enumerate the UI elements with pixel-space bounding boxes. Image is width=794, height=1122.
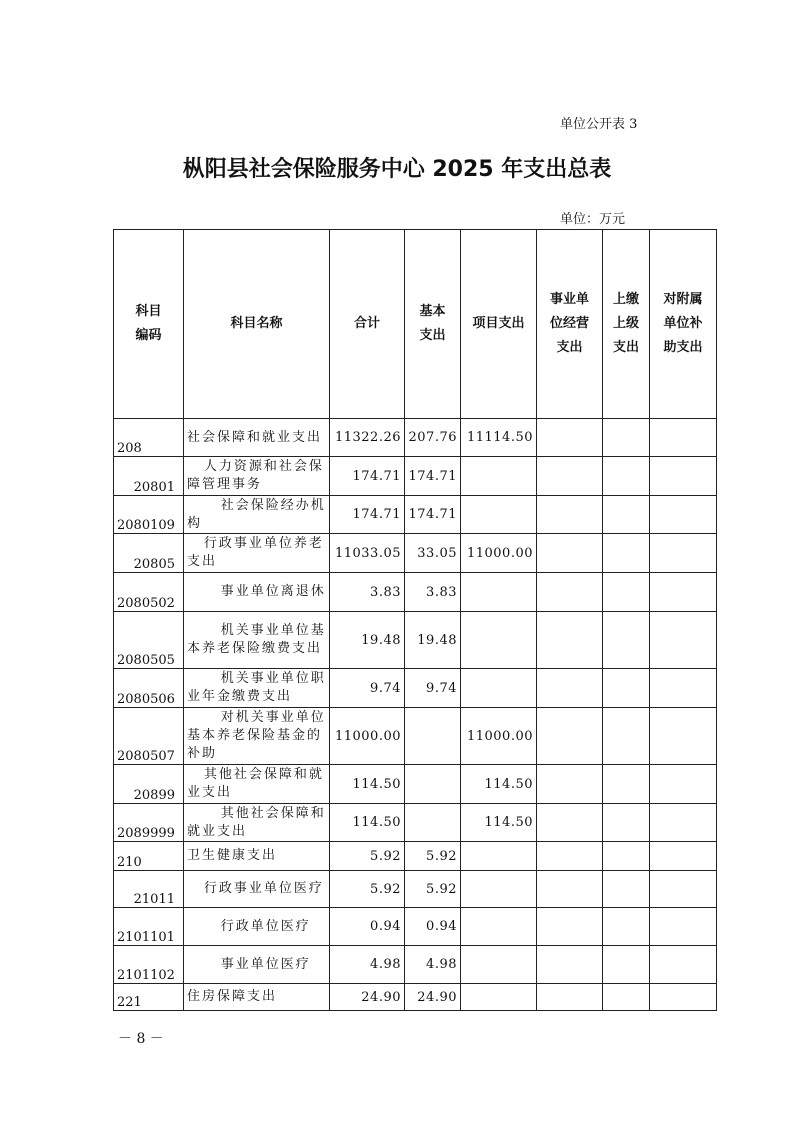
header-code: 科目 编码: [114, 230, 184, 419]
cell-basic: 207.76: [405, 419, 461, 457]
header-name: 科目名称: [184, 230, 330, 419]
cell-upper: [603, 708, 650, 765]
cell-basic: 5.92: [405, 871, 461, 908]
header-upper: 上缴 上级 支出: [603, 230, 650, 419]
table-row: [114, 612, 717, 669]
cell-business: [537, 573, 603, 612]
cell-code: 2080109: [114, 496, 184, 534]
cell-business: [537, 708, 603, 765]
cell-subsidy: [650, 419, 717, 457]
expenditure-table: [113, 229, 717, 1011]
form-number-label: 单位公开表 3: [560, 117, 638, 132]
cell-basic: 4.98: [405, 946, 461, 984]
cell-business: [537, 669, 603, 708]
cell-total: 4.98: [330, 946, 405, 984]
cell-upper: [603, 765, 650, 804]
cell-business: [537, 457, 603, 496]
cell-code: 2080502: [114, 573, 184, 612]
cell-business: [537, 765, 603, 804]
cell-code: 20805: [114, 534, 184, 573]
table-row: [114, 804, 717, 842]
cell-basic: [405, 804, 461, 842]
cell-project: [461, 871, 537, 908]
cell-subsidy: [650, 946, 717, 984]
cell-project: [461, 496, 537, 534]
cell-code: 2080507: [114, 708, 184, 765]
cell-project: 11000.00: [461, 708, 537, 765]
cell-total: 24.90: [330, 984, 405, 1011]
cell-total: 114.50: [330, 804, 405, 842]
cell-code: 221: [114, 984, 184, 1011]
cell-subsidy: [650, 669, 717, 708]
cell-total: 3.83: [330, 573, 405, 612]
cell-total: 9.74: [330, 669, 405, 708]
cell-business: [537, 534, 603, 573]
cell-project: 114.50: [461, 765, 537, 804]
cell-subsidy: [650, 573, 717, 612]
cell-project: [461, 669, 537, 708]
cell-basic: [405, 765, 461, 804]
cell-total: 0.94: [330, 908, 405, 946]
cell-name: 机关事业单位职业年金缴费支出: [184, 669, 330, 708]
cell-name: 机关事业单位基本养老保险缴费支出: [184, 612, 330, 669]
cell-code: 2101101: [114, 908, 184, 946]
cell-subsidy: [650, 804, 717, 842]
cell-business: [537, 496, 603, 534]
cell-project: [461, 908, 537, 946]
cell-upper: [603, 612, 650, 669]
cell-subsidy: [650, 496, 717, 534]
cell-project: 11000.00: [461, 534, 537, 573]
table-row: [114, 984, 717, 1011]
cell-project: [461, 612, 537, 669]
cell-upper: [603, 871, 650, 908]
cell-code: 2089999: [114, 804, 184, 842]
cell-code: 2101102: [114, 946, 184, 984]
cell-total: 11322.26: [330, 419, 405, 457]
cell-name: 住房保障支出: [184, 984, 330, 1011]
cell-project: [461, 457, 537, 496]
cell-total: 11033.05: [330, 534, 405, 573]
table-row: [114, 419, 717, 457]
cell-subsidy: [650, 612, 717, 669]
header-subsidy: 对附属 单位补 助支出: [650, 230, 717, 419]
cell-name: 行政事业单位养老支出: [184, 534, 330, 573]
cell-total: 11000.00: [330, 708, 405, 765]
table-body: [114, 419, 717, 1011]
header-total: 合计: [330, 230, 405, 419]
cell-upper: [603, 457, 650, 496]
page-title: 枞阳县社会保险服务中心 2025 年支出总表: [182, 157, 612, 182]
cell-project: [461, 946, 537, 984]
cell-name: 卫生健康支出: [184, 842, 330, 871]
table-row: [114, 708, 717, 765]
cell-code: 20899: [114, 765, 184, 804]
cell-code: 2080506: [114, 669, 184, 708]
cell-name: 对机关事业单位基本养老保险基金的补助: [184, 708, 330, 765]
cell-upper: [603, 908, 650, 946]
cell-basic: 33.05: [405, 534, 461, 573]
cell-basic: [405, 708, 461, 765]
cell-basic: 9.74: [405, 669, 461, 708]
cell-upper: [603, 946, 650, 984]
cell-basic: 24.90: [405, 984, 461, 1011]
cell-subsidy: [650, 908, 717, 946]
cell-basic: 3.83: [405, 573, 461, 612]
unit-label: 单位：万元: [560, 212, 626, 227]
cell-upper: [603, 496, 650, 534]
cell-total: 5.92: [330, 871, 405, 908]
cell-subsidy: [650, 871, 717, 908]
cell-upper: [603, 534, 650, 573]
page-number: － 8 －: [118, 1031, 164, 1047]
cell-name: 社会保障和就业支出: [184, 419, 330, 457]
table-row: [114, 534, 717, 573]
cell-project: [461, 984, 537, 1011]
cell-business: [537, 804, 603, 842]
table-row: [114, 946, 717, 984]
cell-total: 114.50: [330, 765, 405, 804]
table-row: [114, 457, 717, 496]
cell-total: 19.48: [330, 612, 405, 669]
cell-total: 174.71: [330, 496, 405, 534]
header-basic: 基本 支出: [405, 230, 461, 419]
cell-subsidy: [650, 534, 717, 573]
cell-name: 事业单位医疗: [184, 946, 330, 984]
cell-name: 行政单位医疗: [184, 908, 330, 946]
cell-business: [537, 946, 603, 984]
cell-upper: [603, 573, 650, 612]
header-business: 事业单 位经营 支出: [537, 230, 603, 419]
cell-name: 其他社会保障和就业支出: [184, 804, 330, 842]
cell-basic: 174.71: [405, 457, 461, 496]
cell-project: [461, 842, 537, 871]
cell-business: [537, 908, 603, 946]
table-row: [114, 573, 717, 612]
cell-upper: [603, 669, 650, 708]
cell-total: 5.92: [330, 842, 405, 871]
table-row: [114, 496, 717, 534]
cell-subsidy: [650, 984, 717, 1011]
cell-business: [537, 612, 603, 669]
cell-code: 208: [114, 419, 184, 457]
cell-basic: 19.48: [405, 612, 461, 669]
cell-project: 11114.50: [461, 419, 537, 457]
cell-basic: 174.71: [405, 496, 461, 534]
cell-business: [537, 984, 603, 1011]
cell-total: 174.71: [330, 457, 405, 496]
cell-project: [461, 573, 537, 612]
cell-basic: 5.92: [405, 842, 461, 871]
table-row: [114, 669, 717, 708]
cell-upper: [603, 984, 650, 1011]
cell-upper: [603, 419, 650, 457]
cell-name: 行政事业单位医疗: [184, 871, 330, 908]
cell-business: [537, 871, 603, 908]
cell-basic: 0.94: [405, 908, 461, 946]
table-row: [114, 871, 717, 908]
cell-subsidy: [650, 708, 717, 765]
cell-project: 114.50: [461, 804, 537, 842]
cell-upper: [603, 804, 650, 842]
cell-name: 人力资源和社会保障管理事务: [184, 457, 330, 496]
table-header-row: [114, 230, 717, 419]
cell-business: [537, 842, 603, 871]
table-row: [114, 908, 717, 946]
table-row: [114, 842, 717, 871]
cell-business: [537, 419, 603, 457]
cell-name: 社会保险经办机构: [184, 496, 330, 534]
cell-code: 2080505: [114, 612, 184, 669]
cell-code: 21011: [114, 871, 184, 908]
cell-upper: [603, 842, 650, 871]
header-project: 项目支出: [461, 230, 537, 419]
cell-code: 20801: [114, 457, 184, 496]
cell-subsidy: [650, 457, 717, 496]
cell-subsidy: [650, 765, 717, 804]
cell-code: 210: [114, 842, 184, 871]
cell-name: 事业单位离退休: [184, 573, 330, 612]
cell-subsidy: [650, 842, 717, 871]
table-row: [114, 765, 717, 804]
cell-name: 其他社会保障和就业支出: [184, 765, 330, 804]
